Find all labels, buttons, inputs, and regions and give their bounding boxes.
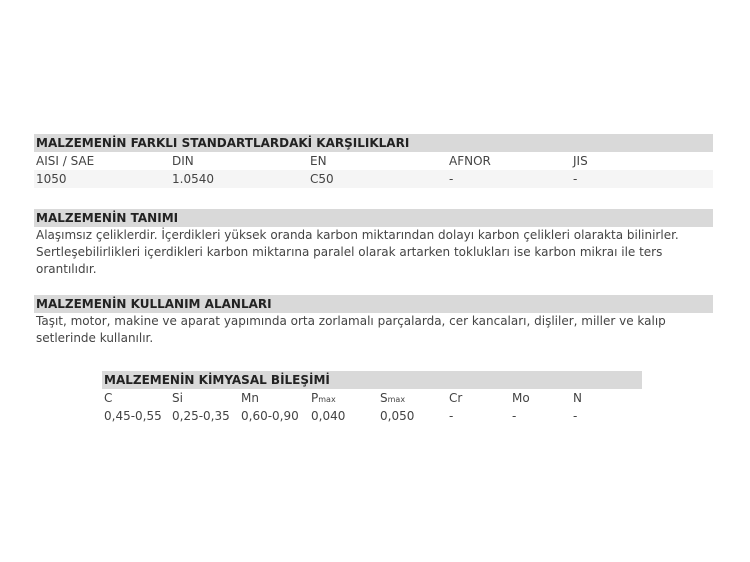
- usage-section: [34, 295, 713, 347]
- chemical-header-smax: Smax: [380, 391, 406, 405]
- standards-title: MALZEMENİN FARKLI STANDARTLARDAKİ KARŞILIKLARI: [34, 134, 713, 152]
- chemical-header-mo: Mo: [512, 391, 530, 405]
- description-line-2: Sertleşebilirlikleri içerdikleri karbon miktarına paralel olarak artarken toklukları ise karbon mikraı ile ters: [36, 245, 663, 259]
- chemical-value-cr: -: [449, 409, 454, 423]
- chemical-header-pmax: Pmax: [311, 391, 336, 405]
- standards-header-aisi: AISI / SAE: [36, 154, 95, 168]
- chemical-value-c: 0,45-0,55: [104, 409, 162, 423]
- chemical-title: MALZEMENİN KİMYASAL BİLEŞİMİ: [102, 371, 642, 389]
- chemical-header-c: C: [104, 391, 113, 405]
- chemical-value-si: 0,25-0,35: [172, 409, 230, 423]
- standards-section: [34, 134, 713, 188]
- usage-line-1: Taşıt, motor, makine ve aparat yapımında orta zorlamalı parçalarda, cer kancaları, dişliler, miller ve kalıp: [36, 314, 666, 328]
- chemical-value-pmax: 0,040: [311, 409, 346, 423]
- usage-title: MALZEMENİN KULLANIM ALANLARI: [34, 295, 713, 313]
- standards-header-row: [34, 152, 713, 170]
- description-line-3: orantılıdır.: [36, 262, 97, 276]
- chemical-value-n: -: [573, 409, 578, 423]
- description-title: MALZEMENİN TANIMI: [34, 209, 713, 227]
- standards-value-jis: -: [573, 172, 578, 186]
- chemical-header-smax-sub: max: [387, 395, 406, 404]
- chemical-header-pmax-sub: max: [318, 395, 336, 404]
- standards-value-din: 1.0540: [172, 172, 214, 186]
- chemical-value-mn: 0,60-0,90: [241, 409, 299, 423]
- chemical-header-mn: Mn: [241, 391, 259, 405]
- description-line-1: Alaşımsız çeliklerdir. İçerdikleri yüksek oranda karbon miktarından dolayı karbon çelikleri olarakta bilinirler.: [36, 228, 679, 242]
- chemical-header-row: [102, 389, 642, 407]
- chemical-value-smax: 0,050: [380, 409, 415, 423]
- chemical-header-si: Si: [172, 391, 183, 405]
- chemical-value-row: [102, 407, 642, 425]
- chemical-section: [102, 371, 642, 425]
- standards-value-en: C50: [310, 172, 334, 186]
- standards-value-row: [34, 170, 713, 188]
- standards-header-din: DIN: [172, 154, 194, 168]
- chemical-header-n: N: [573, 391, 582, 405]
- chemical-header-cr: Cr: [449, 391, 463, 405]
- standards-value-afnor: -: [449, 172, 454, 186]
- usage-line-2: setlerinde kullanılır.: [36, 331, 154, 345]
- standards-header-en: EN: [310, 154, 327, 168]
- chemical-value-mo: -: [512, 409, 517, 423]
- standards-header-jis: JIS: [573, 154, 588, 168]
- description-section: [34, 209, 713, 278]
- standards-header-afnor: AFNOR: [449, 154, 491, 168]
- standards-value-aisi: 1050: [36, 172, 67, 186]
